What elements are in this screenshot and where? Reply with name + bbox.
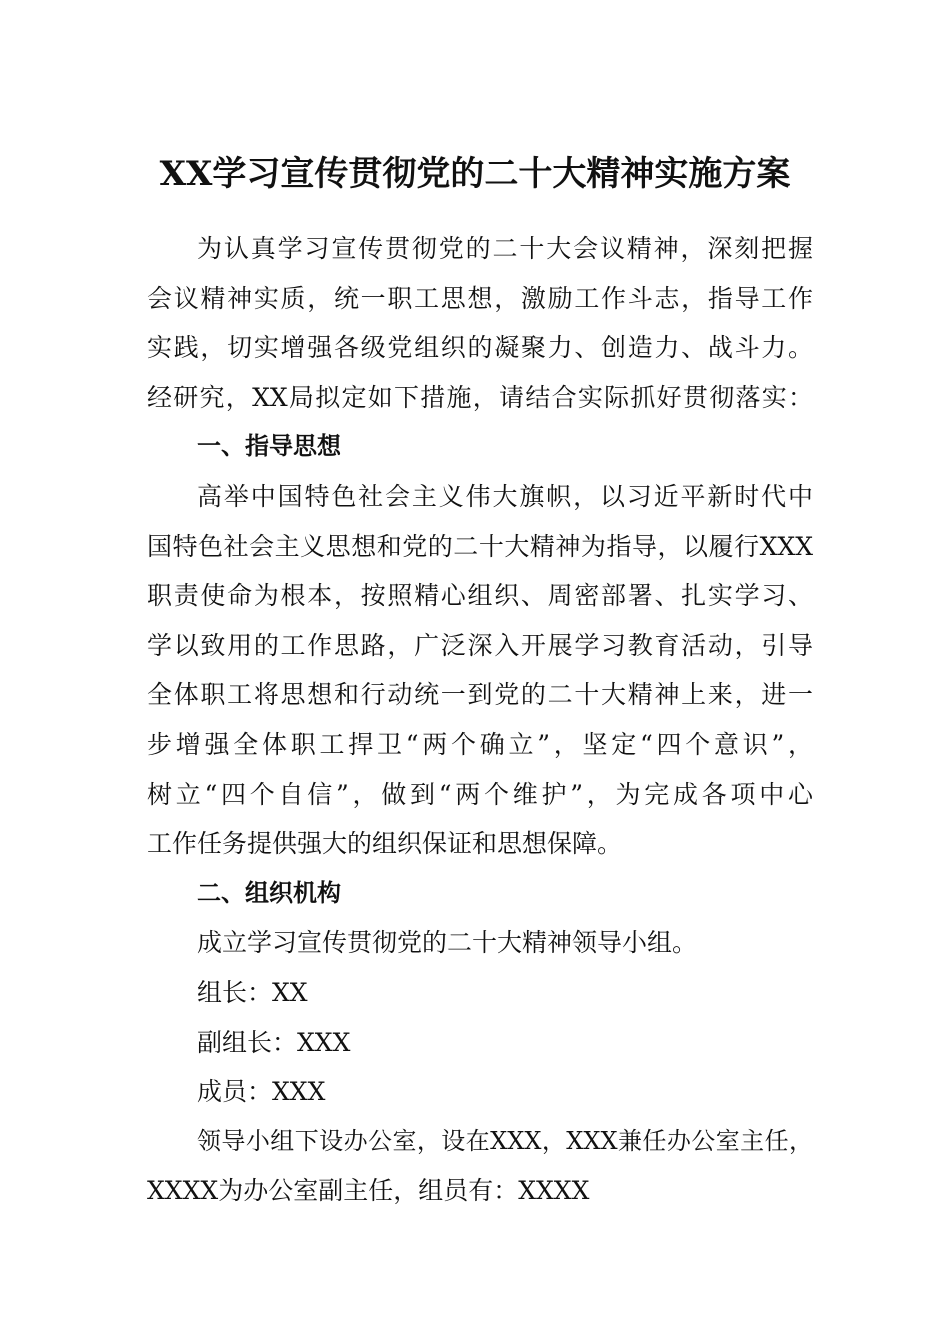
body-line: 成立学习宣传贯彻党的二十大精神领导小组。	[197, 928, 698, 958]
body-line: 组长：XX	[197, 977, 308, 1007]
section-heading: 一、指导思想	[197, 432, 341, 461]
document-title: XX学习宣传贯彻党的二十大精神实施方案	[159, 154, 791, 194]
body-line: 会议精神实质，统一职工思想，激励工作斗志，指导工作	[147, 283, 813, 313]
body-line: 经研究，XX局拟定如下措施，请结合实际抓好贯彻落实：	[147, 382, 813, 412]
body-line: XXXX为办公室副主任，组员有：XXXX	[147, 1176, 590, 1206]
body-line: 领导小组下设办公室，设在XXX，XXX兼任办公室主任，	[197, 1126, 813, 1155]
body-line: 职责使命为根本，按照精心组织、周密部署、扎实学习、	[147, 581, 813, 611]
body-line: 为认真学习宣传贯彻党的二十大会议精神，深刻把握	[197, 234, 813, 263]
body-line: 学以致用的工作思路，广泛深入开展学习教育活动，引导	[147, 630, 813, 660]
body-line: 步增强全体职工捍卫“两个确立”，坚定“四个意识”，	[147, 729, 813, 759]
body-line: 全体职工将思想和行动统一到党的二十大精神上来，进一	[147, 680, 813, 710]
body-line: 国特色社会主义思想和党的二十大精神为指导，以履行XXX	[147, 531, 813, 561]
body-line: 副组长：XXX	[197, 1027, 351, 1057]
body-line: 实践，切实增强各级党组织的凝聚力、创造力、战斗力。	[147, 333, 813, 363]
body-line: 成员：XXX	[197, 1077, 326, 1107]
body-line: 树立“四个自信”，做到“两个维护”，为完成各项中心	[147, 779, 813, 809]
body-line: 高举中国特色社会主义伟大旗帜，以习近平新时代中	[197, 481, 813, 511]
section-heading: 二、组织机构	[197, 878, 341, 907]
body-line: 工作任务提供强大的组织保证和思想保障。	[147, 829, 623, 859]
document-body	[147, 224, 813, 1216]
